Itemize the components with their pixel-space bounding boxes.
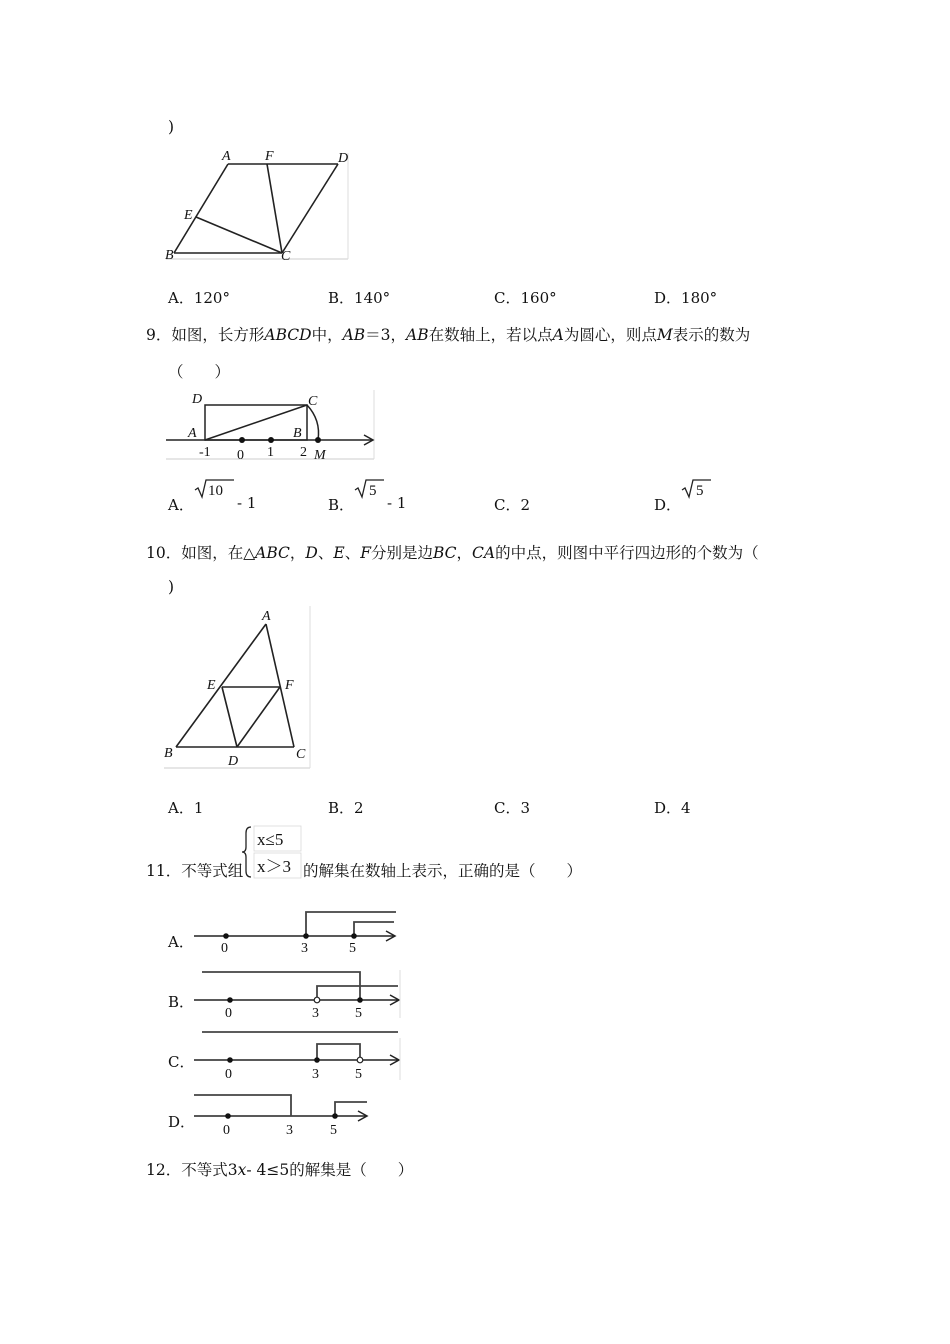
q9-label-d: D bbox=[192, 392, 203, 407]
q9-text: 为圆心，则点 bbox=[563, 326, 657, 344]
q9-tick-0: 0 bbox=[237, 448, 244, 463]
q8-option-d-text: 180° bbox=[681, 289, 718, 307]
q10-label-c: C bbox=[296, 747, 306, 762]
q9-text: 中， bbox=[311, 326, 343, 344]
q9-text: ＝3， bbox=[365, 326, 407, 344]
q11-b-tick-3: 3 bbox=[312, 1006, 319, 1020]
q9-option-b-radicand: 5 bbox=[369, 483, 377, 499]
q12-expression: - 4≤5 bbox=[246, 1161, 290, 1179]
q9-label-m: M bbox=[314, 448, 326, 463]
q11-c-tick-5: 5 bbox=[355, 1067, 362, 1082]
q11-option-d-number-line bbox=[190, 1090, 374, 1138]
q11-option-d-letter: D． bbox=[168, 1113, 196, 1131]
q8-option-a-text: 120° bbox=[193, 289, 230, 307]
q11-b-range-x-gt-3 bbox=[317, 986, 398, 1000]
q9-var-ab: AB bbox=[342, 326, 366, 344]
q11-a-tick-3: 3 bbox=[301, 941, 308, 956]
q8-label-d: D bbox=[338, 151, 349, 166]
q9-option-c-letter: C． bbox=[494, 496, 521, 514]
q10-side-ab bbox=[176, 624, 266, 747]
q9-option-a-sqrt bbox=[193, 478, 235, 500]
q10-var-e: E bbox=[333, 544, 345, 562]
q9-point-m bbox=[315, 437, 321, 443]
q10-option-c bbox=[494, 797, 530, 818]
q11-text: 不等式组 bbox=[181, 862, 244, 880]
q9-text: 在数轴上，若以点 bbox=[428, 326, 553, 344]
q10-var-ca: CA bbox=[472, 544, 496, 562]
q10-var-abc: ABC bbox=[255, 544, 290, 562]
q9-var-ab: AB bbox=[406, 326, 429, 344]
q9-point-0 bbox=[239, 437, 245, 443]
q11-inequality-system bbox=[241, 825, 303, 879]
q10-text: 、 bbox=[317, 544, 334, 562]
q12-text: 不等式 bbox=[181, 1161, 228, 1179]
q10-option-a-letter: A． bbox=[168, 799, 194, 817]
q9-answer-paren: （ ） bbox=[168, 363, 231, 381]
q11-a-tick-5: 5 bbox=[349, 941, 356, 956]
q12-text: 的解集是（ ） bbox=[289, 1161, 414, 1179]
q8-label-f: F bbox=[265, 149, 274, 164]
q11-b-tick-5: 5 bbox=[355, 1006, 362, 1020]
q9-stem bbox=[146, 323, 750, 345]
q8-option-d-letter: D． bbox=[654, 289, 682, 307]
q9-label-c: C bbox=[308, 394, 318, 409]
q10-option-c-letter: C． bbox=[494, 799, 521, 817]
q8-side-dc bbox=[282, 164, 338, 253]
q11-option-b-number-line bbox=[190, 968, 404, 1020]
q10-var-d: D bbox=[305, 544, 318, 562]
q11-option-c-number-line bbox=[190, 1028, 404, 1082]
q8-option-b-letter: B． bbox=[328, 289, 355, 307]
q10-option-b-letter: B． bbox=[328, 799, 355, 817]
q11-c-range-x-ge-3 bbox=[317, 1044, 360, 1060]
q9-diagonal-ac bbox=[205, 405, 307, 440]
q8-label-b: B bbox=[165, 248, 174, 263]
q11-d-tick-0: 0 bbox=[223, 1123, 230, 1138]
q10-text: 、 bbox=[344, 544, 361, 562]
q9-text: 表示的数为 bbox=[672, 326, 751, 344]
q11-a-tick-0: 0 bbox=[221, 941, 228, 956]
q10-option-b bbox=[328, 797, 364, 818]
q9-point-1 bbox=[268, 437, 274, 443]
q8-option-d bbox=[654, 287, 717, 308]
q10-option-d-letter: D． bbox=[654, 799, 682, 817]
q11-d-tick-5: 5 bbox=[330, 1123, 337, 1138]
q11-b-tick-0: 0 bbox=[225, 1006, 232, 1020]
q11-option-b-letter: B． bbox=[168, 993, 195, 1011]
q12-coefficient: 3 bbox=[227, 1161, 238, 1179]
q9-option-c bbox=[494, 494, 530, 515]
q8-option-c-letter: C． bbox=[494, 289, 521, 307]
q10-option-b-text: 2 bbox=[354, 799, 364, 817]
q9-var-abcd: ABCD bbox=[264, 326, 312, 344]
q11-a-range-x-ge-5 bbox=[354, 922, 394, 936]
q9-option-a-radicand: 10 bbox=[208, 483, 223, 499]
q9-option-d-sqrt bbox=[680, 478, 712, 500]
q11-c-tick-0: 0 bbox=[225, 1067, 232, 1082]
q10-var-bc: BC bbox=[432, 544, 457, 562]
q9-number: 9． bbox=[146, 326, 172, 344]
q10-text: 的中点，则图中平行四边形的个数为（ bbox=[495, 544, 759, 562]
q11-ineq-top: x≤5 bbox=[257, 830, 284, 849]
q8-option-c bbox=[494, 287, 557, 308]
q8-option-c-text: 160° bbox=[520, 289, 557, 307]
q10-label-f: F bbox=[285, 678, 294, 693]
q11-option-a-letter: A． bbox=[168, 933, 194, 951]
q9-option-d-radicand: 5 bbox=[696, 483, 704, 499]
q8-option-a-letter: A． bbox=[168, 289, 194, 307]
q9-var-m: M bbox=[656, 326, 673, 344]
q9-var-a: A bbox=[552, 326, 564, 344]
q10-label-d: D bbox=[228, 754, 239, 769]
q11-brace bbox=[242, 827, 251, 877]
q12-number: 12． bbox=[146, 1161, 182, 1179]
q10-segment-ed bbox=[222, 687, 237, 747]
q10-segment-fd bbox=[237, 687, 280, 747]
q10-text: ， bbox=[289, 544, 306, 562]
q8-option-a bbox=[168, 287, 230, 308]
q10-option-d bbox=[654, 797, 691, 818]
q9-tick-1: 1 bbox=[267, 445, 274, 460]
q11-a-range-x-ge-3 bbox=[306, 912, 396, 936]
q10-text: ， bbox=[456, 544, 473, 562]
q12-stem bbox=[146, 1158, 413, 1180]
q8-stem-tail: ) bbox=[168, 118, 175, 136]
q8-label-a: A bbox=[222, 149, 231, 164]
q10-option-d-text: 4 bbox=[681, 799, 691, 817]
q10-text: 分别是边 bbox=[370, 544, 433, 562]
q10-option-c-text: 3 bbox=[520, 799, 531, 817]
q9-arc-cm bbox=[307, 405, 319, 440]
q11-option-c-letter: C． bbox=[168, 1053, 195, 1071]
q9-number-line-figure bbox=[160, 385, 380, 465]
q10-option-a-text: 1 bbox=[193, 799, 204, 817]
q9-option-c-text: 2 bbox=[520, 496, 531, 514]
q11-d-range-x-lt-3 bbox=[194, 1095, 291, 1116]
q8-parallelogram-figure bbox=[160, 143, 355, 268]
q10-triangle-figure bbox=[160, 602, 315, 774]
q9-option-b-letter: B． bbox=[328, 496, 355, 514]
q12-var-x: x bbox=[237, 1161, 247, 1179]
q10-text: 如图，在△ bbox=[181, 544, 256, 562]
q10-label-e: E bbox=[207, 678, 216, 693]
q11-text-2: 的解集在数轴上表示，正确的是（ ） bbox=[303, 862, 583, 880]
q9-option-a-letter: A． bbox=[168, 496, 194, 514]
q9-option-b-suffix: - 1 bbox=[387, 494, 407, 512]
q10-number: 10． bbox=[146, 544, 182, 562]
q8-side-ab bbox=[174, 164, 228, 253]
q8-label-e: E bbox=[184, 208, 193, 223]
q10-stem-tail: ) bbox=[168, 578, 175, 596]
q10-label-a: A bbox=[262, 609, 271, 624]
q8-option-b bbox=[328, 287, 390, 308]
q9-tick-2: 2 bbox=[300, 445, 307, 460]
q9-label-b: B bbox=[293, 426, 302, 441]
q8-label-c: C bbox=[281, 249, 291, 264]
q11-number: 11． bbox=[146, 862, 182, 880]
q11-d-tick-3: 3 bbox=[286, 1123, 293, 1138]
q9-option-b-sqrt bbox=[353, 478, 385, 500]
q9-text: 如图，长方形 bbox=[171, 326, 265, 344]
q8-option-b-text: 140° bbox=[354, 289, 391, 307]
q9-label-a: A bbox=[188, 426, 197, 441]
q8-segment-ec bbox=[196, 217, 282, 253]
q11-c-tick-3: 3 bbox=[312, 1067, 319, 1082]
q10-var-f: F bbox=[360, 544, 371, 562]
q11-ineq-bottom: x＞3 bbox=[257, 857, 291, 876]
q9-tick-neg1: -1 bbox=[199, 445, 211, 460]
q11-option-a-number-line bbox=[190, 908, 400, 956]
q9-option-a-suffix: - 1 bbox=[237, 494, 257, 512]
q8-segment-fc bbox=[267, 164, 282, 253]
q10-stem bbox=[146, 541, 759, 563]
q9-option-d-letter: D． bbox=[654, 496, 682, 514]
q11-number-text bbox=[146, 859, 243, 881]
q10-label-b: B bbox=[164, 746, 173, 761]
q10-option-a bbox=[168, 797, 203, 818]
